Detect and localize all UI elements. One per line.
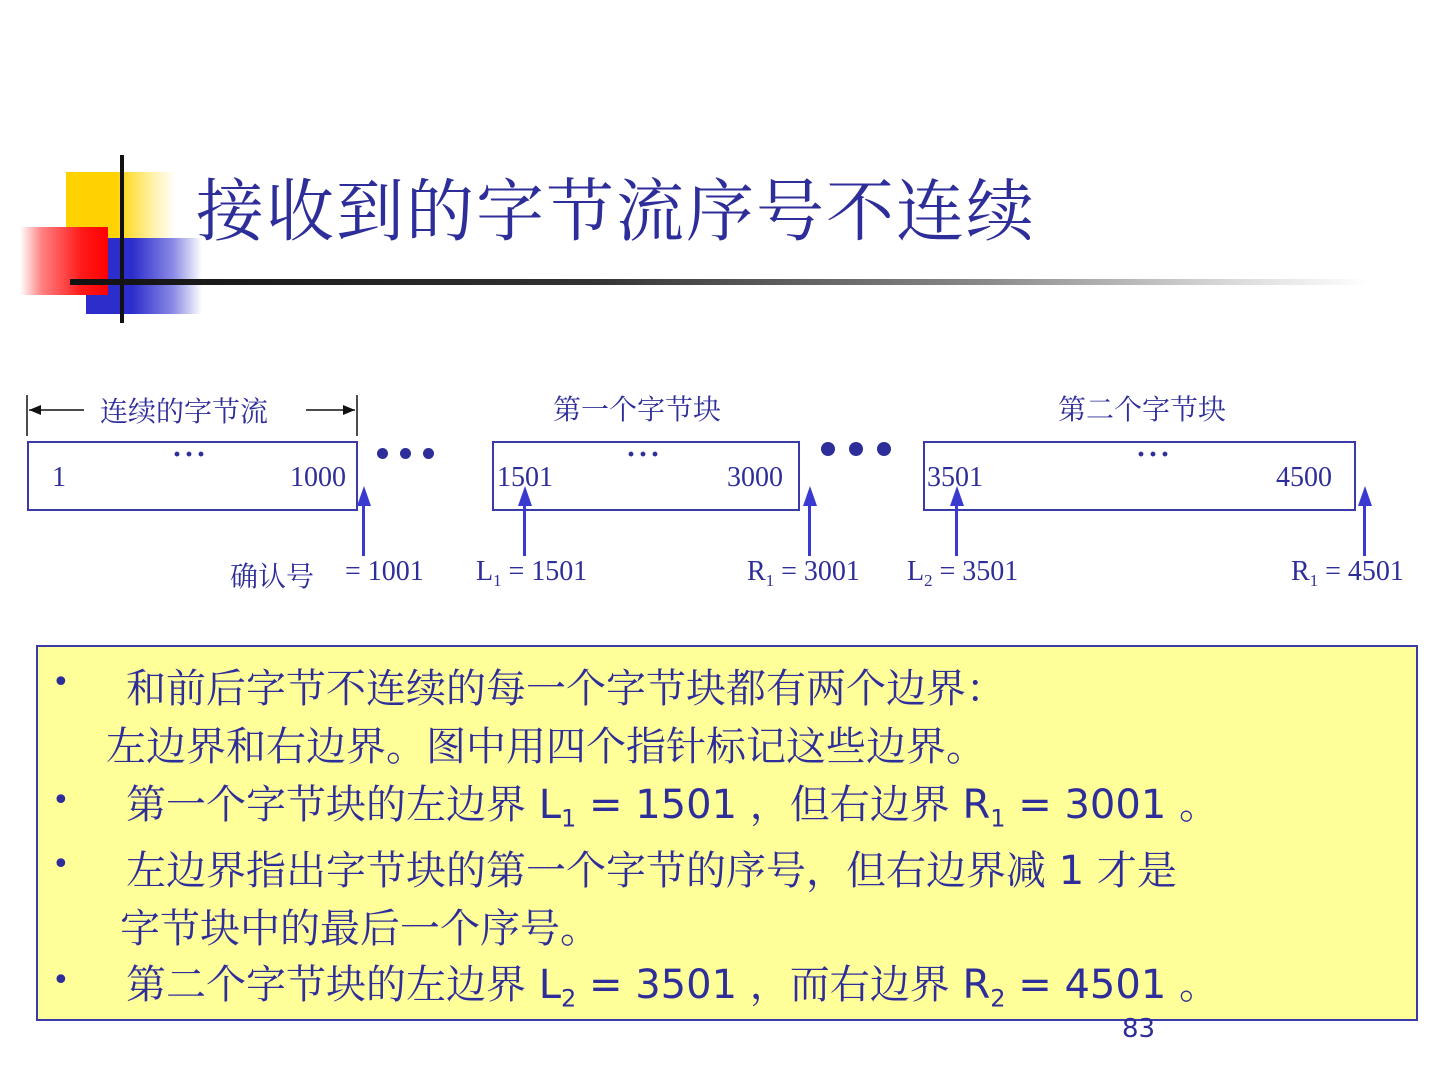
gap-dot [400,448,411,459]
title-underline [70,279,1370,285]
ack-label: 确认号 [230,560,315,593]
bullet-1: • [52,665,70,700]
note-line-4: 第二个字节块的左边界 $L_2 = 3501$ ，而右边界 $R_2 = 4501$ 。 [126,962,1219,1013]
l2-arrow [950,486,964,556]
note-line-2: 第一个字节块的左边界 $L_1 = 1501$ ，但右边界 $R_1 = 3001$ 。 [126,782,1219,833]
block2-label: 第二个字节块 [1058,393,1227,426]
box3-end: 4500 [1276,462,1332,493]
block1-label: 第一个字节块 [553,393,722,426]
gap-dot [377,448,388,459]
pointer-l1: $L_1 = 1501$ [476,556,588,590]
bullet-2: • [52,783,70,818]
box1-start: 1 [52,462,66,493]
ack-arrow [357,486,371,556]
slide-title: 接收到的字节流序号不连续 [196,173,1037,252]
notes-box [36,645,1418,1021]
box2-end: 3000 [727,462,783,493]
note-line-3b: 字节块中的最后一个序号。 [120,906,600,952]
r1-arrow [803,486,817,556]
box3-ellipsis: ··· [1136,438,1173,471]
note-line-1b: 左边界和右边界。图中用四个指针标记这些边界。 [106,724,986,770]
l1-arrow [518,486,532,556]
r2-arrow [1358,486,1372,556]
ack-value: = 1001 [345,556,424,587]
gap-dot [877,442,891,456]
note-line-3a: 左边界指出字节块的第一个字节的序号，但右边界减 1 才是 [126,848,1177,894]
gap-dot [849,442,863,456]
pointer-r1: $R_1 = 3001$ [747,556,860,590]
box1-ellipsis: ··· [172,438,209,471]
bullet-3: • [52,847,70,882]
box3-start: 3501 [927,462,983,493]
gap-dot [423,448,434,459]
pointer-l2: $L_2 = 3501$ [907,556,1019,590]
bullet-4: • [52,963,70,998]
box2-ellipsis: ··· [626,438,663,471]
gap-dot [821,442,835,456]
box1-end: 1000 [290,462,346,493]
box2-start: 1501 [497,462,553,493]
decorative-vertical-line [120,155,124,323]
pointer-r2: $R_1 = 4501$ [1291,556,1404,590]
page-number: 83 [1122,1014,1156,1044]
continuous-stream-label: 连续的字节流 [100,395,269,428]
note-line-1a: 和前后字节不连续的每一个字节块都有两个边界： [126,666,1006,712]
